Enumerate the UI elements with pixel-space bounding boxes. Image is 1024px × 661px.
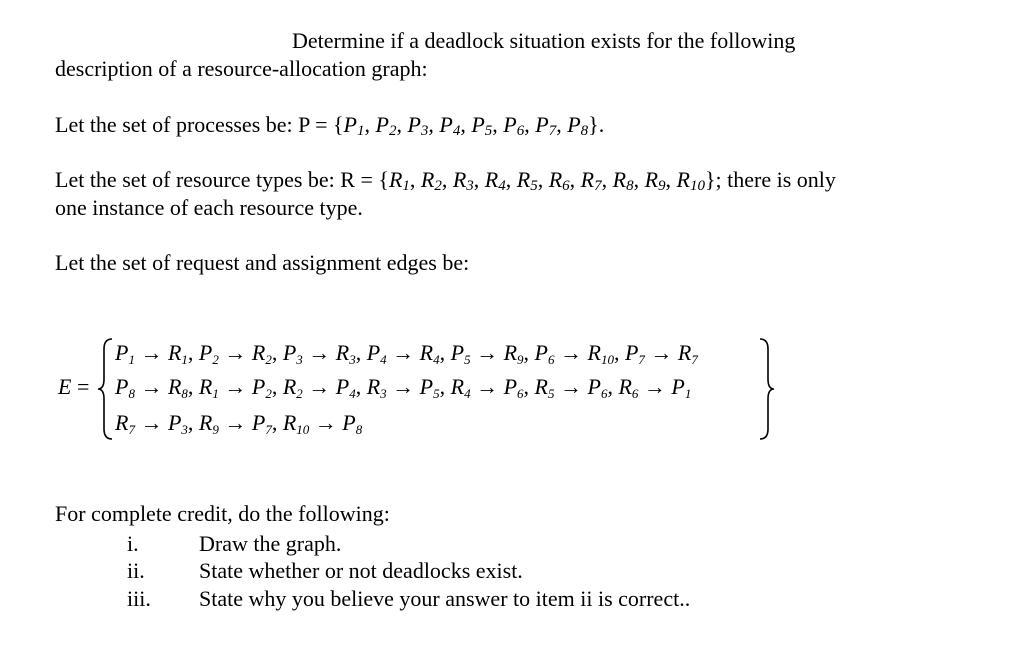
set-element-letter: R	[644, 167, 659, 192]
edge-separator: ,	[523, 340, 535, 365]
edge-term	[367, 340, 440, 365]
title-line-2: description of a resource-allocation graph:	[55, 56, 428, 81]
set-element-index: 7	[548, 123, 557, 139]
processes-statement	[55, 114, 604, 139]
edge-arrow: →	[309, 410, 343, 435]
edge-arrow: →	[638, 374, 672, 399]
set-element	[613, 167, 634, 192]
edge-arrow: →	[218, 410, 252, 435]
resources-set	[340, 167, 715, 192]
set-element-index: 6	[562, 178, 570, 194]
edge-from: R	[198, 410, 213, 435]
set-element	[517, 167, 538, 192]
edge-to-index: 4	[433, 352, 440, 367]
edge-to-index: 1	[684, 386, 692, 401]
resources-intro: Let the set of resource types be:	[55, 167, 335, 192]
set-element-index: 10	[689, 178, 705, 194]
set-element-letter: R	[676, 167, 690, 192]
edge-from: R	[282, 410, 297, 435]
edge-from: P	[115, 374, 129, 399]
edge-to-index: 4	[349, 386, 356, 401]
resources-statement	[55, 169, 836, 194]
edge-term	[115, 410, 188, 435]
set-element-index: 2	[434, 178, 442, 194]
edge-arrow: →	[644, 340, 678, 365]
edge-from-index: 4	[380, 352, 387, 367]
edge-to-index: 3	[181, 422, 188, 437]
set-element-letter: R	[548, 167, 563, 192]
edge-to-index: 7	[265, 422, 272, 437]
edge-from-index: 6	[547, 352, 555, 367]
edge-arrow: →	[134, 374, 168, 399]
edge-arrow: →	[134, 340, 168, 365]
edges-intro: Let the set of request and assignment edges be:	[55, 250, 470, 275]
set-element	[375, 112, 396, 137]
title-line-1: Determine if a deadlock situation exists for the following	[292, 28, 796, 53]
edge-term	[451, 374, 524, 399]
set-element-letter: R	[452, 167, 467, 192]
edge-to: P	[167, 410, 182, 435]
edge-separator: ,	[187, 340, 199, 365]
task-num-1: i.	[127, 531, 139, 556]
resources-tail: ; there is only	[715, 167, 836, 192]
set-element-index: 6	[516, 123, 525, 139]
edge-from: R	[366, 374, 381, 399]
set-element-letter: R	[420, 167, 435, 192]
set-element-letter: P	[439, 112, 453, 137]
set-element	[677, 167, 705, 192]
set-separator: ,	[633, 167, 645, 192]
edge-to-index: 6	[517, 386, 524, 401]
set-separator: ,	[665, 167, 677, 192]
task-num-3: iii.	[127, 586, 151, 611]
set-element	[549, 167, 570, 192]
edge-from: P	[624, 340, 639, 365]
set-open: = {	[354, 167, 389, 192]
edge-arrow: →	[386, 340, 420, 365]
edge-to: R	[335, 340, 350, 365]
edge-separator: ,	[523, 374, 535, 399]
edges-row-3	[115, 410, 362, 438]
edge-from-index: 10	[296, 422, 310, 437]
edge-term	[618, 374, 691, 399]
edge-to-index: 1	[181, 352, 188, 367]
set-separator: ,	[569, 167, 581, 192]
edge-from: R	[198, 374, 213, 399]
edge-to: P	[419, 374, 434, 399]
set-element	[535, 112, 556, 137]
set-element-letter: R	[484, 167, 499, 192]
set-element-letter: R	[388, 167, 403, 192]
edge-from-index: 7	[638, 352, 645, 367]
set-separator: ,	[492, 112, 504, 137]
edge-separator: ,	[439, 340, 451, 365]
edge-from-index: 3	[296, 352, 303, 367]
edge-to-index: 5	[433, 386, 440, 401]
set-separator: ,	[601, 167, 613, 192]
edge-term	[115, 374, 188, 399]
set-element-letter: P	[407, 112, 421, 137]
set-separator: ,	[460, 112, 472, 137]
set-element-letter: P	[343, 112, 357, 137]
edge-arrow: →	[470, 374, 504, 399]
edge-to: P	[251, 410, 266, 435]
set-element	[344, 112, 365, 137]
set-element-index: 4	[498, 178, 506, 194]
set-element	[421, 167, 442, 192]
set-element	[645, 167, 666, 192]
edge-from: P	[115, 340, 129, 365]
edge-to: P	[251, 374, 266, 399]
processes-intro: Let the set of processes be:	[55, 112, 293, 137]
edge-term	[535, 374, 608, 399]
set-element-letter: R	[612, 167, 627, 192]
edge-to: P	[671, 374, 685, 399]
set-separator: ,	[396, 112, 408, 137]
edge-term	[115, 340, 188, 365]
edge-to-index: 6	[600, 386, 608, 401]
set-separator: ,	[505, 167, 517, 192]
edge-term	[625, 340, 698, 365]
set-element	[485, 167, 506, 192]
task-num-2: ii.	[127, 558, 145, 583]
edge-to: R	[167, 374, 182, 399]
edge-to-index: 10	[600, 352, 614, 367]
edge-from: P	[282, 340, 297, 365]
edge-arrow: →	[554, 340, 588, 365]
set-element	[389, 167, 410, 192]
edge-to-index: 2	[265, 352, 272, 367]
edge-term	[283, 374, 356, 399]
set-element	[439, 112, 460, 137]
edge-from: R	[618, 374, 632, 399]
edge-from: P	[450, 340, 465, 365]
edge-separator: ,	[271, 410, 283, 435]
set-element-letter: P	[503, 112, 517, 137]
edge-to: P	[342, 410, 356, 435]
set-element-index: 7	[594, 178, 602, 194]
set-element-index: 8	[626, 178, 634, 194]
edge-term	[451, 340, 524, 365]
task-text-2: State whether or not deadlocks exist.	[199, 558, 523, 583]
edge-to-index: 3	[349, 352, 356, 367]
edge-from-index: 4	[464, 386, 471, 401]
task-text-3: State why you believe your answer to item ii is correct..	[199, 586, 691, 611]
edge-to-index: 8	[355, 422, 363, 437]
edge-to-index: 7	[691, 352, 698, 367]
edge-to: P	[587, 374, 601, 399]
edge-from: P	[534, 340, 548, 365]
edge-to: R	[587, 340, 601, 365]
edge-separator: ,	[613, 340, 625, 365]
edge-term	[199, 340, 272, 365]
edge-separator: ,	[187, 374, 199, 399]
edge-from-index: 6	[631, 386, 639, 401]
set-element-index: 9	[658, 178, 666, 194]
edge-to: R	[167, 340, 182, 365]
edge-separator: ,	[271, 374, 283, 399]
edge-arrow: →	[218, 340, 252, 365]
tasks-intro: For complete credit, do the following:	[55, 501, 390, 526]
edge-from-index: 8	[128, 386, 135, 401]
set-element	[581, 167, 602, 192]
edge-arrow: →	[134, 410, 168, 435]
edge-arrow: →	[302, 340, 336, 365]
set-element-index: 4	[452, 123, 461, 139]
set-element-letter: P	[535, 112, 549, 137]
edge-arrow: →	[302, 374, 336, 399]
edge-from: P	[198, 340, 213, 365]
set-separator: ,	[473, 167, 485, 192]
set-element-index: 3	[466, 178, 474, 194]
edges-row-2	[115, 374, 691, 402]
edge-from-index: 3	[380, 386, 387, 401]
edge-from: R	[450, 374, 465, 399]
set-close: }.	[588, 112, 605, 137]
set-element-index: 1	[356, 123, 365, 139]
edge-from-index: 5	[547, 386, 555, 401]
edge-arrow: →	[470, 340, 504, 365]
set-element-letter: R	[580, 167, 595, 192]
set-close: }	[704, 167, 716, 192]
edge-arrow: →	[386, 374, 420, 399]
edge-from: R	[115, 410, 129, 435]
edge-arrow: →	[218, 374, 252, 399]
edge-term	[367, 374, 440, 399]
edge-term	[535, 340, 614, 365]
set-symbol: R	[340, 167, 355, 192]
set-separator: ,	[556, 112, 568, 137]
set-element-letter: R	[516, 167, 531, 192]
set-element-index: 2	[388, 123, 397, 139]
set-element-letter: P	[471, 112, 485, 137]
edge-from-index: 5	[464, 352, 471, 367]
edge-to-index: 8	[181, 386, 188, 401]
edge-separator: ,	[187, 410, 199, 435]
edge-to: R	[419, 340, 434, 365]
edge-term	[199, 410, 272, 435]
edge-from-index: 2	[212, 352, 219, 367]
edge-arrow: →	[554, 374, 588, 399]
set-element-index: 1	[402, 178, 410, 194]
edge-separator: ,	[607, 374, 619, 399]
edge-term	[199, 374, 272, 399]
edge-from-index: 9	[212, 422, 219, 437]
edge-from: R	[282, 374, 297, 399]
set-element-index: 5	[484, 123, 493, 139]
set-separator: ,	[537, 167, 549, 192]
set-separator: ,	[409, 167, 421, 192]
edge-separator: ,	[271, 340, 283, 365]
set-element	[407, 112, 428, 137]
edge-separator: ,	[355, 340, 367, 365]
edges-row-1	[115, 340, 698, 368]
set-element-index: 8	[580, 123, 589, 139]
set-element-index: 5	[530, 178, 538, 194]
edge-from: R	[534, 374, 548, 399]
edge-to: R	[251, 340, 266, 365]
set-element	[471, 112, 492, 137]
edge-from-index: 2	[296, 386, 303, 401]
set-element	[503, 112, 524, 137]
processes-set	[298, 112, 604, 137]
set-element	[567, 112, 588, 137]
set-separator: ,	[428, 112, 440, 137]
edge-separator: ,	[439, 374, 451, 399]
edge-to: R	[677, 340, 692, 365]
edge-separator: ,	[355, 374, 367, 399]
edge-from: P	[366, 340, 381, 365]
edge-to-index: 9	[517, 352, 524, 367]
edge-from-index: 1	[212, 386, 219, 401]
edge-from-index: 7	[128, 422, 135, 437]
set-element	[453, 167, 474, 192]
edge-from-index: 1	[128, 352, 135, 367]
edge-term	[283, 410, 362, 435]
edge-to: R	[503, 340, 518, 365]
set-element-letter: P	[567, 112, 581, 137]
set-element-letter: P	[375, 112, 389, 137]
task-text-1: Draw the graph.	[199, 531, 342, 556]
edge-to: P	[335, 374, 350, 399]
edge-to: P	[503, 374, 518, 399]
set-symbol: P	[298, 112, 310, 137]
set-open: = {	[309, 112, 344, 137]
set-separator: ,	[364, 112, 376, 137]
set-separator: ,	[524, 112, 536, 137]
set-element-index: 3	[420, 123, 429, 139]
set-separator: ,	[441, 167, 453, 192]
right-brace	[756, 337, 778, 441]
edges-symbol: E =	[58, 374, 90, 399]
resources-line-2: one instance of each resource type.	[55, 195, 363, 220]
edge-to-index: 2	[265, 386, 272, 401]
edge-term	[283, 340, 356, 365]
